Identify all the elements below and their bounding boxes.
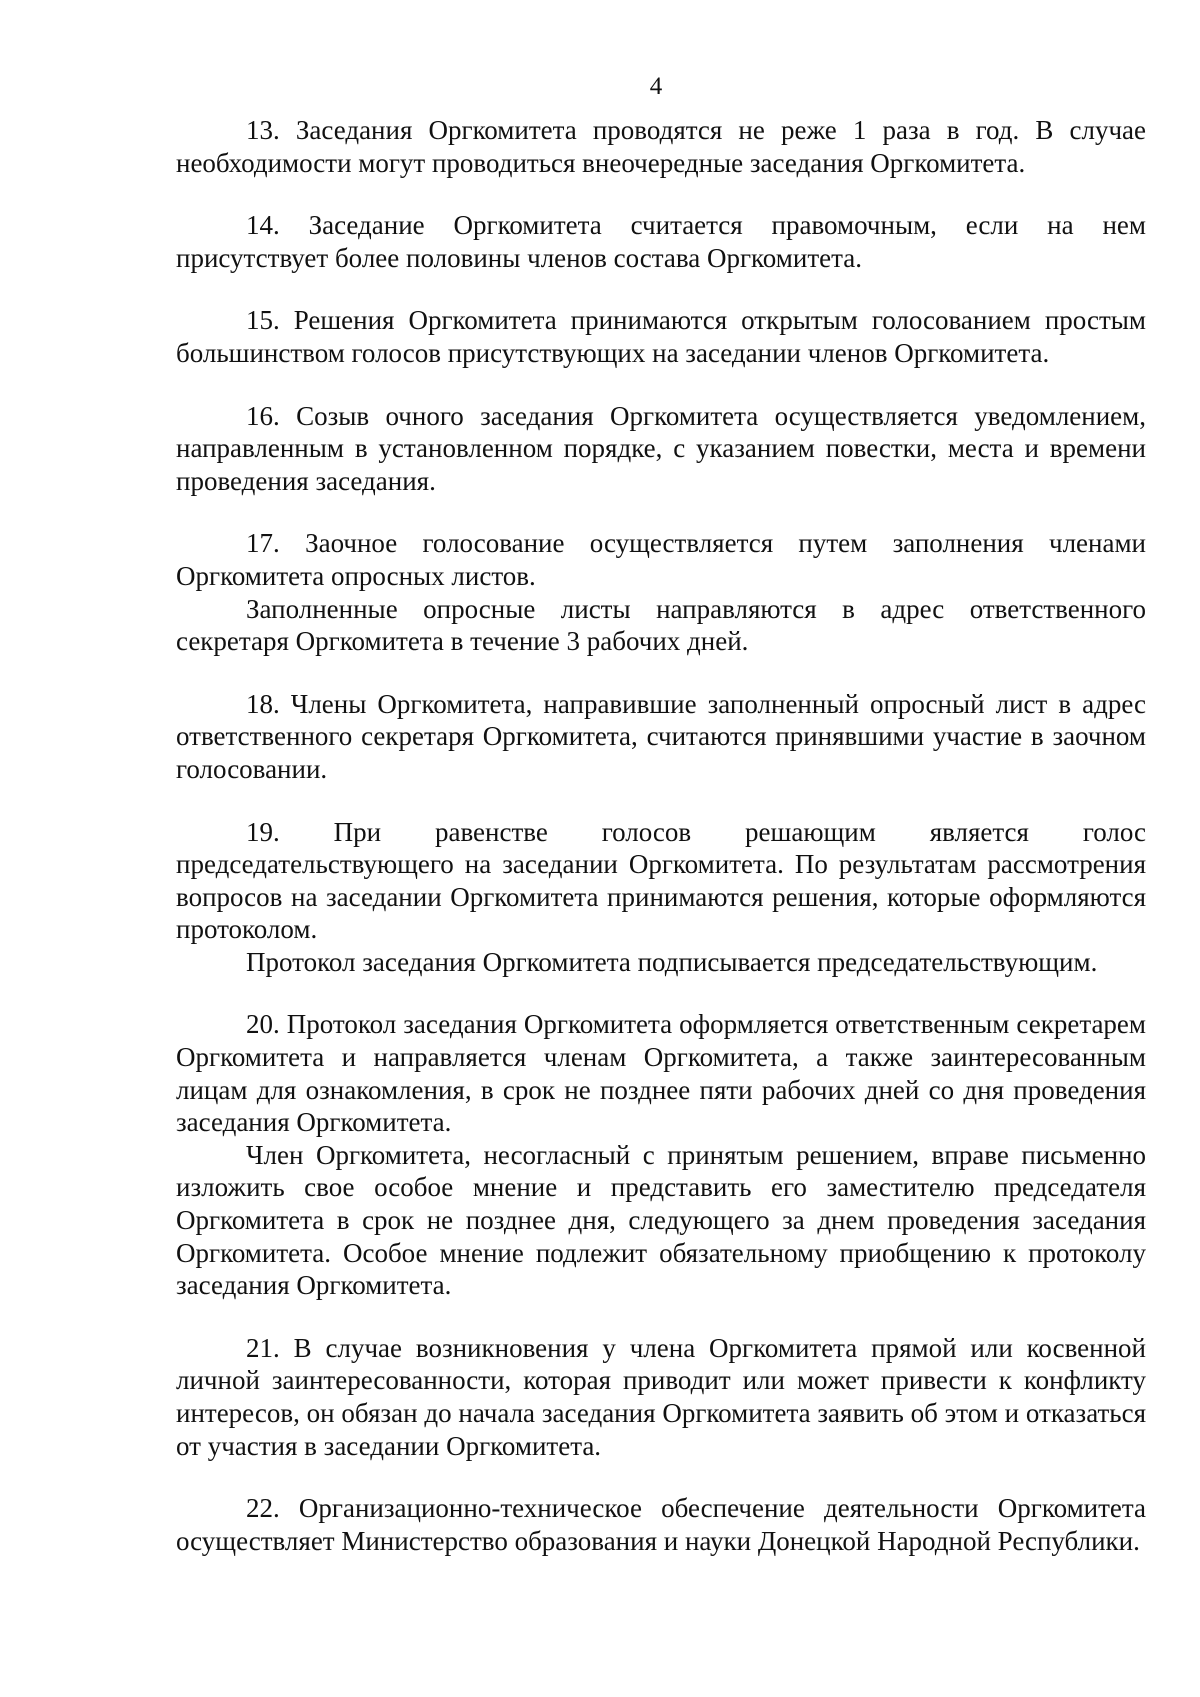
spacer <box>176 370 1146 400</box>
clause-19 <box>176 816 1146 979</box>
clause-20 <box>176 1008 1146 1301</box>
spacer <box>176 978 1146 1008</box>
spacer <box>176 274 1146 304</box>
spacer <box>176 497 1146 527</box>
paragraph: 13. Заседания Оргкомитета проводятся не реже 1 раза в год. В случае необходимости могут проводиться внеочередные заседания Оргкомитета. <box>176 115 1146 178</box>
clause-14 <box>176 209 1146 274</box>
paragraph: 15. Решения Оргкомитета принимаются открытым голосованием простым большинством голосов присутствующих на заседании членов Оргкомитета. <box>176 305 1146 368</box>
spacer <box>176 786 1146 816</box>
document-body <box>176 114 1146 1557</box>
paragraph: 22. Организационно-техническое обеспечение деятельности Оргкомитета осуществляет Министерство образования и науки Донецкой Народной Республики. <box>176 1493 1146 1556</box>
clause-16 <box>176 400 1146 498</box>
spacer <box>176 1462 1146 1492</box>
paragraph: 17. Заочное голосование осуществляется путем заполнения членами Оргкомитета опросных листов. <box>176 528 1146 591</box>
clause-22 <box>176 1492 1146 1557</box>
page-number: 4 <box>649 73 663 100</box>
clause-21 <box>176 1332 1146 1462</box>
paragraph: 21. В случае возникновения у члена Оргкомитета прямой или косвенной личной заинтересованности, которая приводит или может привести к конфликту интересов, он обязан до начала заседания Оргкомитета заявить об этом и отказаться от участия в заседании Оргкомитета. <box>176 1332 1146 1461</box>
spacer <box>176 658 1146 688</box>
clause-18 <box>176 688 1146 786</box>
paragraph: Протокол заседания Оргкомитета подписывается председательствующим. <box>246 946 1098 977</box>
paragraph: Заполненные опросные листы направляются в адрес ответственного секретаря Оргкомитета в течение 3 рабочих дней. <box>176 593 1146 657</box>
paragraph: 19. При равенстве голосов решающим является голос председательствующего на заседании Оргкомитета. По результатам рассмотрения вопросов на заседании Оргкомитета принимаются решения, которые оформляются протоколом. <box>176 816 1146 945</box>
spacer <box>176 179 1146 209</box>
paragraph: 18. Члены Оргкомитета, направившие заполненный опросный лист в адрес ответственного секретаря Оргкомитета, считаются принявшими участие в заочном голосовании. <box>176 688 1146 784</box>
paragraph: 20. Протокол заседания Оргкомитета оформляется ответственным секретарем Оргкомитета и направляется членам Оргкомитета, а также заинтересованным лицам для ознакомления, в срок не позднее пяти рабочих дней со дня проведения заседания Оргкомитета. <box>176 1009 1146 1138</box>
clause-17 <box>176 527 1146 657</box>
paragraph: 14. Заседание Оргкомитета считается правомочным, если на нем присутствует более половины членов состава Оргкомитета. <box>176 210 1146 273</box>
paragraph: 16. Созыв очного заседания Оргкомитета осуществляется уведомлением, направленным в установленном порядке, с указанием повестки, места и времени проведения заседания. <box>176 400 1146 496</box>
clause-15 <box>176 304 1146 369</box>
spacer <box>176 1302 1146 1332</box>
clause-13 <box>176 114 1146 179</box>
paragraph: Член Оргкомитета, несогласный с принятым решением, вправе письменно изложить свое особое мнение и представить его заместителю председателя Оргкомитета в срок не позднее дня, следующего за днем проведения заседания Оргкомитета. Особое мнение подлежит обязательному приобщению к протоколу заседания Оргкомитета. <box>176 1139 1146 1301</box>
